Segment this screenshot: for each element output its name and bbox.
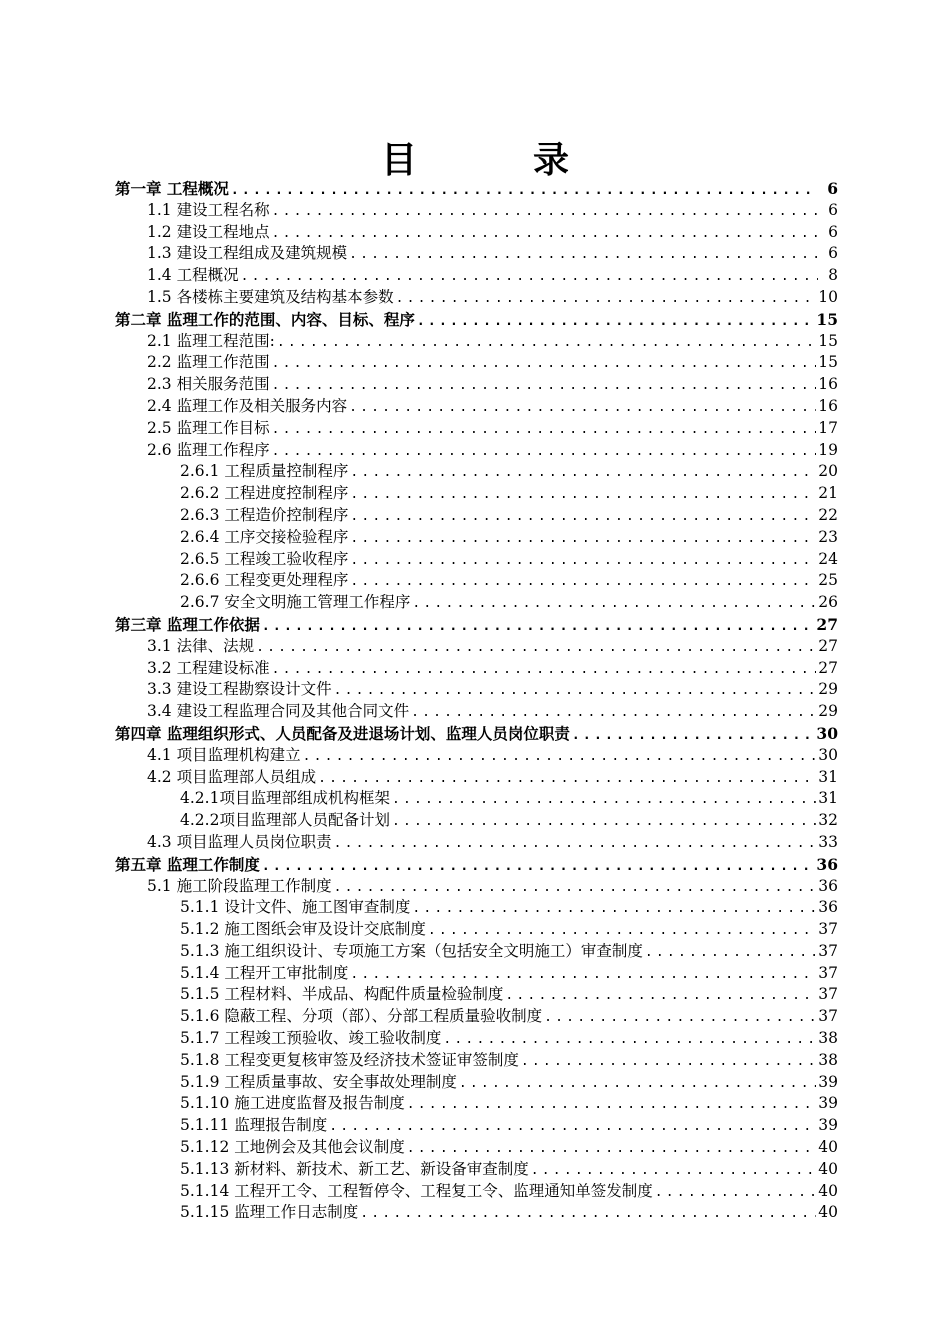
- toc-dot-leader: [256, 637, 816, 659]
- toc-dot-leader: [428, 920, 816, 942]
- toc-entry[interactable]: [115, 374, 838, 396]
- toc-entry-page-number: 38: [818, 1050, 838, 1069]
- toc-dot-leader: [350, 528, 816, 550]
- toc-dot-leader: [411, 702, 816, 724]
- toc-entry-page-number: 26: [818, 593, 838, 612]
- toc-entry-title: 5.1.8 工程变更复核审签及经济技术签证审签制度: [180, 1050, 519, 1069]
- toc-dot-leader: [412, 898, 816, 920]
- toc-dot-leader: [334, 877, 817, 899]
- toc-entry-title: 4.1 项目监理机构建立: [147, 745, 301, 764]
- toc-dot-leader: [350, 506, 816, 528]
- toc-dot-leader: [303, 746, 817, 768]
- toc-entry-title: 1.4 工程概况: [147, 266, 239, 285]
- toc-entry-page-number: 23: [818, 527, 838, 546]
- toc-entry-page-number: 20: [818, 462, 838, 481]
- toc-dot-leader: [272, 659, 817, 681]
- toc-entry-page-number: 8: [828, 266, 838, 285]
- toc-entry[interactable]: [115, 1028, 838, 1050]
- toc-dot-leader: [272, 441, 817, 463]
- toc-entry[interactable]: [115, 1072, 838, 1094]
- toc-entry-title: 5.1 施工阶段监理工作制度: [147, 876, 332, 895]
- toc-entry-title: 2.6.7 安全文明施工管理工作程序: [180, 593, 411, 612]
- toc-entry-title: 4.3 项目监理人员岗位职责: [147, 832, 332, 851]
- toc-dot-leader: [231, 180, 818, 202]
- toc-dot-leader: [241, 266, 818, 288]
- toc-entry[interactable]: [115, 723, 838, 745]
- toc-entry-page-number: 15: [818, 331, 838, 350]
- toc-entry[interactable]: [115, 200, 838, 222]
- toc-dot-leader: [272, 353, 817, 375]
- toc-entry[interactable]: [115, 1202, 838, 1224]
- toc-entry[interactable]: [115, 984, 838, 1006]
- toc-entry-page-number: 24: [818, 549, 838, 568]
- toc-entry[interactable]: [115, 1050, 838, 1072]
- toc-entry-title: 2.2 监理工作范围: [147, 353, 270, 372]
- toc-entry-title: 2.5 监理工作目标: [147, 418, 270, 437]
- toc-entry[interactable]: [115, 418, 838, 440]
- toc-entry-title: 5.1.4 工程开工审批制度: [180, 963, 349, 982]
- toc-dot-leader: [412, 593, 816, 615]
- toc-entry-title: 2.6 监理工作程序: [147, 440, 270, 459]
- toc-entry-title: 5.1.14 工程开工令、工程暂停令、工程复工令、监理通知单签发制度: [180, 1181, 653, 1200]
- toc-dot-leader: [262, 856, 815, 878]
- toc-entry-title: 第一章 工程概况: [115, 179, 229, 198]
- toc-entry-title: 5.1.7 工程竣工预验收、竣工验收制度: [180, 1029, 442, 1048]
- toc-entry-page-number: 27: [818, 636, 838, 655]
- toc-entry-page-number: 40: [818, 1138, 838, 1157]
- toc-entry[interactable]: [115, 396, 838, 418]
- toc-dot-leader: [329, 1116, 816, 1138]
- toc-entry-page-number: 39: [818, 1116, 838, 1135]
- toc-entry-title: 5.1.12 工地例会及其他会议制度: [180, 1138, 405, 1157]
- toc-entry-page-number: 37: [818, 941, 838, 960]
- toc-entry[interactable]: [115, 1181, 838, 1203]
- toc-dot-leader: [262, 616, 815, 638]
- toc-entry-title: 第二章 监理工作的范围、内容、目标、程序: [115, 309, 415, 329]
- toc-entry-page-number: 29: [818, 680, 838, 699]
- toc-entry-page-number: 21: [818, 484, 838, 503]
- toc-entry-title: 4.2 项目监理部人员组成: [147, 767, 317, 786]
- toc-entry-title: 4.2.2项目监理部人员配备计划: [180, 811, 390, 830]
- toc-entry-title: 5.1.9 工程质量事故、安全事故处理制度: [180, 1072, 457, 1091]
- toc-entry[interactable]: [115, 636, 838, 658]
- toc-entry[interactable]: [115, 963, 838, 985]
- toc-entry[interactable]: [115, 876, 838, 898]
- toc-dot-leader: [407, 1094, 817, 1116]
- toc-entry-title: 第三章 监理工作依据: [115, 614, 260, 634]
- toc-entry-title: 5.1.15 监理工作日志制度: [180, 1203, 359, 1222]
- toc-dot-leader: [349, 244, 818, 266]
- toc-entry-page-number: 39: [818, 1094, 838, 1113]
- toc-entry[interactable]: [115, 810, 838, 832]
- toc-entry-title: 2.6.5 工程竣工验收程序: [180, 549, 349, 568]
- toc-entry[interactable]: [115, 767, 838, 789]
- toc-entry[interactable]: [115, 549, 838, 571]
- toc-entry[interactable]: [115, 527, 838, 549]
- toc-entry-title: 3.3 建设工程勘察设计文件: [147, 680, 332, 699]
- toc-entry[interactable]: [115, 658, 838, 680]
- toc-dot-leader: [349, 397, 816, 419]
- toc-entry-title: 第四章 监理组织形式、人员配备及进退场计划、监理人员岗位职责: [115, 723, 570, 743]
- toc-entry[interactable]: [115, 1115, 838, 1137]
- toc-entry-page-number: 36: [816, 854, 838, 874]
- toc-entry-title: 2.6.6 工程变更处理程序: [180, 571, 349, 590]
- toc-dot-leader: [334, 680, 817, 702]
- toc-entry[interactable]: [115, 679, 838, 701]
- toc-entry[interactable]: [115, 265, 838, 287]
- toc-dot-leader: [655, 1182, 817, 1204]
- toc-dot-leader: [392, 811, 816, 833]
- toc-entry-page-number: 27: [816, 614, 838, 634]
- toc-entry-title: 2.1 监理工程范围:: [147, 331, 275, 350]
- toc-entry-page-number: 6: [828, 244, 838, 263]
- toc-entry[interactable]: [115, 483, 838, 505]
- toc-dot-leader: [443, 1029, 816, 1051]
- toc-dot-leader: [392, 789, 816, 811]
- toc-entry-title: 5.1.3 施工组织设计、专项施工方案（包括安全文明施工）审查制度: [180, 941, 643, 960]
- page-title: 目 录: [380, 139, 609, 181]
- toc-entry-page-number: 15: [816, 309, 838, 329]
- toc-entry-page-number: 36: [818, 876, 838, 895]
- toc-entry[interactable]: [115, 854, 838, 876]
- toc-dot-leader: [350, 484, 816, 506]
- toc-entry-title: 2.6.3 工程造价控制程序: [180, 505, 349, 524]
- toc-dot-leader: [272, 375, 817, 397]
- toc-entry-title: 2.4 监理工作及相关服务内容: [147, 396, 348, 415]
- toc-entry[interactable]: [115, 570, 838, 592]
- toc-entry[interactable]: [115, 309, 838, 331]
- toc-entry-page-number: 37: [818, 985, 838, 1004]
- toc-dot-leader: [272, 223, 818, 245]
- toc-entry-page-number: 30: [818, 745, 838, 764]
- toc-entry-title: 5.1.13 新材料、新技术、新工艺、新设备审查制度: [180, 1159, 529, 1178]
- toc-entry-page-number: 29: [818, 702, 838, 721]
- toc-entry[interactable]: [115, 440, 838, 462]
- toc-entry[interactable]: [115, 287, 838, 309]
- toc-entry-title: 5.1.11 监理报告制度: [180, 1116, 328, 1135]
- toc-dot-leader: [531, 1160, 817, 1182]
- toc-entry-title: 2.6.4 工序交接检验程序: [180, 527, 349, 546]
- toc-entry[interactable]: [115, 1137, 838, 1159]
- toc-entry-page-number: 25: [818, 571, 838, 590]
- toc-entry-title: 5.1.6 隐蔽工程、分项（部）、分部工程质量验收制度: [180, 1007, 543, 1026]
- toc-entry[interactable]: [115, 788, 838, 810]
- toc-dot-leader: [318, 768, 816, 790]
- toc-dot-leader: [350, 571, 816, 593]
- toc-entry-page-number: 15: [818, 353, 838, 372]
- toc-entry[interactable]: [115, 243, 838, 265]
- toc-entry[interactable]: [115, 1093, 838, 1115]
- toc-entry-page-number: 16: [818, 375, 838, 394]
- toc-entry-page-number: 27: [818, 658, 838, 677]
- toc-entry-title: 3.2 工程建设标准: [147, 658, 270, 677]
- toc-dot-leader: [334, 833, 817, 855]
- toc-entry-page-number: 39: [818, 1072, 838, 1091]
- toc-entry-page-number: 22: [818, 505, 838, 524]
- toc-entry-title: 第五章 监理工作制度: [115, 854, 260, 874]
- toc-entry-title: 1.1 建设工程名称: [147, 200, 270, 219]
- toc-entry-title: 2.6.1 工程质量控制程序: [180, 462, 349, 481]
- toc-entry[interactable]: [115, 745, 838, 767]
- toc-entry-page-number: 6: [828, 200, 838, 219]
- toc-entry[interactable]: [115, 461, 838, 483]
- table-of-contents: [115, 178, 838, 1224]
- toc-entry[interactable]: [115, 592, 838, 614]
- toc-dot-leader: [645, 942, 816, 964]
- toc-entry[interactable]: [115, 701, 838, 723]
- toc-entry-title: 5.1.10 施工进度监督及报告制度: [180, 1094, 405, 1113]
- toc-entry[interactable]: [115, 941, 838, 963]
- toc-entry[interactable]: [115, 832, 838, 854]
- toc-entry-page-number: 38: [818, 1029, 838, 1048]
- toc-dot-leader: [360, 1203, 816, 1225]
- toc-dot-leader: [572, 725, 815, 747]
- toc-entry-title: 2.3 相关服务范围: [147, 375, 270, 394]
- toc-entry[interactable]: [115, 222, 838, 244]
- toc-entry-page-number: 37: [818, 963, 838, 982]
- toc-dot-leader: [350, 462, 816, 484]
- toc-entry[interactable]: [115, 178, 838, 200]
- toc-entry[interactable]: [115, 1006, 838, 1028]
- toc-entry-page-number: 32: [818, 811, 838, 830]
- toc-entry-page-number: 19: [818, 440, 838, 459]
- toc-entry-page-number: 31: [818, 767, 838, 786]
- toc-entry-title: 2.6.2 工程进度控制程序: [180, 484, 349, 503]
- toc-dot-leader: [417, 311, 815, 333]
- toc-dot-leader: [272, 419, 817, 441]
- toc-entry[interactable]: [115, 614, 838, 636]
- toc-entry[interactable]: [115, 897, 838, 919]
- toc-entry[interactable]: [115, 505, 838, 527]
- toc-entry[interactable]: [115, 352, 838, 374]
- toc-entry-page-number: 30: [816, 723, 838, 743]
- toc-dot-leader: [459, 1073, 816, 1095]
- toc-dot-leader: [407, 1138, 817, 1160]
- toc-entry-title: 5.1.1 设计文件、施工图审查制度: [180, 898, 411, 917]
- toc-dot-leader: [505, 985, 816, 1007]
- toc-entry-page-number: 10: [818, 287, 838, 306]
- toc-entry-page-number: 6: [828, 222, 838, 241]
- toc-entry-page-number: 40: [818, 1159, 838, 1178]
- toc-dot-leader: [350, 550, 816, 572]
- toc-entry-title: 1.2 建设工程地点: [147, 222, 270, 241]
- toc-entry-page-number: 16: [818, 396, 838, 415]
- toc-entry-page-number: 17: [818, 418, 838, 437]
- toc-entry-page-number: 40: [818, 1181, 838, 1200]
- toc-entry-page-number: 31: [818, 789, 838, 808]
- toc-entry-title: 1.5 各楼栋主要建筑及结构基本参数: [147, 287, 394, 306]
- toc-entry[interactable]: [115, 331, 838, 353]
- toc-entry-page-number: 36: [818, 898, 838, 917]
- toc-entry-page-number: 33: [818, 832, 838, 851]
- toc-entry-title: 5.1.5 工程材料、半成品、构配件质量检验制度: [180, 985, 504, 1004]
- toc-entry-page-number: 6: [827, 179, 838, 198]
- toc-entry-title: 4.2.1项目监理部组成机构框架: [180, 789, 390, 808]
- toc-entry[interactable]: [115, 919, 838, 941]
- toc-dot-leader: [277, 332, 816, 354]
- toc-entry-page-number: 40: [818, 1203, 838, 1222]
- toc-entry-page-number: 37: [818, 920, 838, 939]
- toc-dot-leader: [272, 201, 818, 223]
- toc-entry-title: 3.1 法律、法规: [147, 636, 255, 655]
- toc-dot-leader: [396, 288, 817, 310]
- toc-entry-title: 1.3 建设工程组成及建筑规模: [147, 244, 348, 263]
- toc-dot-leader: [544, 1007, 816, 1029]
- toc-entry[interactable]: [115, 1159, 838, 1181]
- toc-dot-leader: [350, 964, 816, 986]
- toc-entry-title: 3.4 建设工程监理合同及其他合同文件: [147, 702, 410, 721]
- toc-entry-title: 5.1.2 施工图纸会审及设计交底制度: [180, 920, 426, 939]
- toc-dot-leader: [521, 1051, 816, 1073]
- toc-entry-page-number: 37: [818, 1007, 838, 1026]
